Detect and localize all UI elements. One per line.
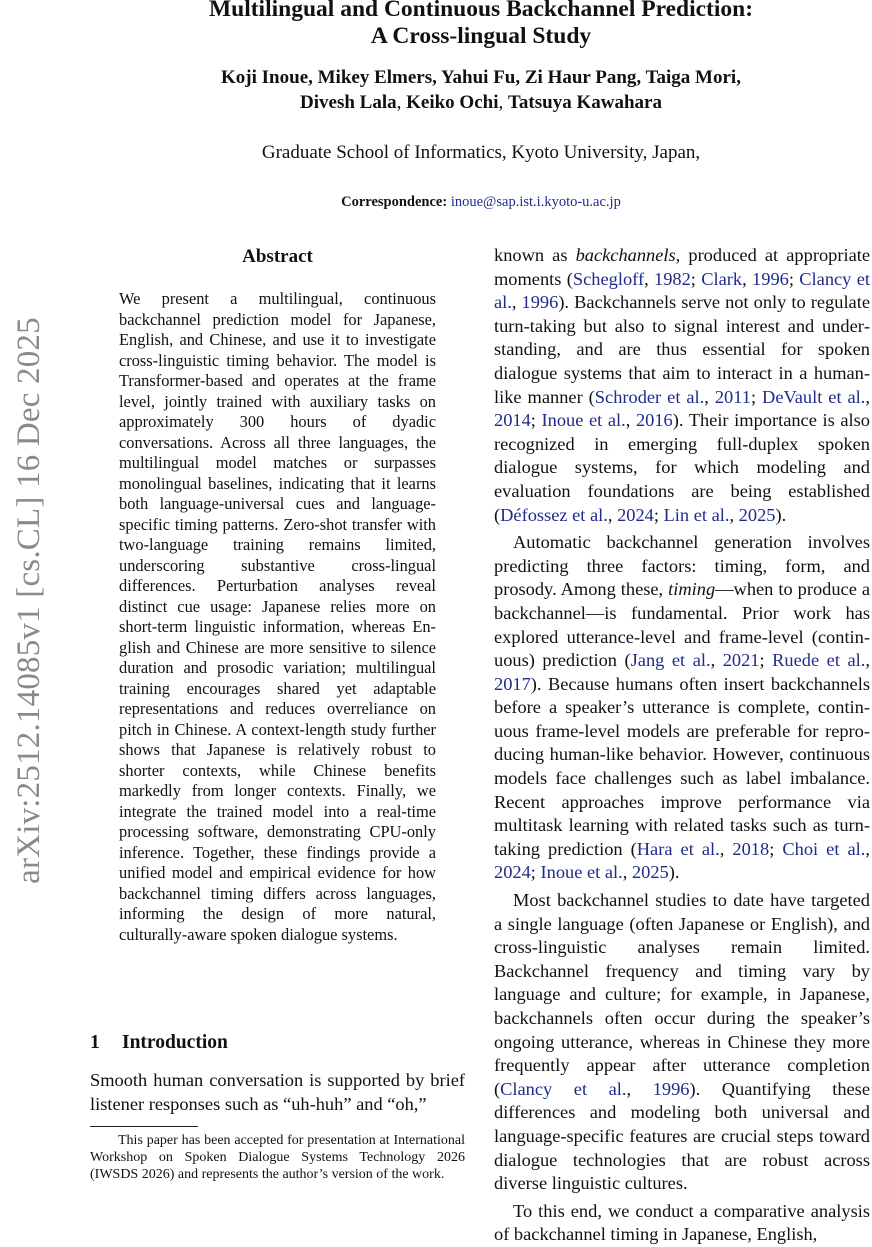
text: known as xyxy=(494,245,576,265)
citation-year-link[interactable]: 1996 xyxy=(752,268,789,289)
text: ). Backchannels serve not only to regulate turn-taking but also to signal interest and understanding, and are thus essential for spoken dialogue systems that aim to interact in a human-like manner ( xyxy=(494,292,870,407)
citation-link[interactable]: Inoue et al. xyxy=(541,410,626,431)
text: ). xyxy=(775,504,787,525)
text: , xyxy=(625,410,636,431)
text: ; xyxy=(690,268,702,289)
text: , xyxy=(742,268,753,289)
text: ; xyxy=(530,862,541,883)
text: Automatic backchannel generation involves predicting three factors: timing, form, and prosody. Among these, xyxy=(494,532,870,600)
section-title: Introduction xyxy=(122,1032,228,1053)
text: ; xyxy=(759,650,773,671)
correspondence-email-link[interactable]: inoue@sap.ist.i.kyoto-u.ac.jp xyxy=(450,194,621,210)
correspondence xyxy=(90,193,872,211)
paragraph-automatic-generation xyxy=(494,531,870,885)
citation-link[interactable]: Jang et al. xyxy=(630,650,711,671)
citation-link[interactable]: Clancy et al. xyxy=(500,1078,627,1099)
text: ; xyxy=(653,504,664,525)
text: ; xyxy=(530,410,542,431)
paper-title-line-1: Multilingual and Continuous Backchannel Prediction: xyxy=(208,0,754,22)
citation-year-link[interactable]: 1996 xyxy=(652,1078,690,1099)
text: ; xyxy=(788,268,800,289)
text: , xyxy=(704,386,715,407)
text: ). xyxy=(668,862,680,883)
citation-year-link[interactable]: 2024 xyxy=(494,862,531,883)
footnote-divider xyxy=(90,1126,198,1127)
text: , xyxy=(511,292,522,313)
section-number: 1 xyxy=(90,1032,100,1053)
citation-link[interactable]: Hara et al. xyxy=(636,838,720,859)
text: , produced at appropriate moments ( xyxy=(494,245,870,289)
author-list xyxy=(90,65,872,115)
abstract-section xyxy=(119,245,436,945)
citation-link[interactable]: Schegloff xyxy=(572,268,645,289)
author-separator: , xyxy=(396,92,407,113)
citation-link[interactable]: Clancy et al. xyxy=(494,268,870,313)
text: , xyxy=(865,838,870,859)
paper-title-line-2: A Cross-lingual Study xyxy=(370,23,592,49)
paper-title xyxy=(90,0,872,50)
emphasis-text: timing xyxy=(668,579,716,600)
abstract-heading: Abstract xyxy=(242,246,313,267)
citation-link[interactable]: Lin et al. xyxy=(663,504,730,525)
author-list-line-1: Koji Inoue, Mikey Elmers, Yahui Fu, Zi Haur Pang, Taiga Mori, xyxy=(221,67,741,88)
introduction-section xyxy=(90,1030,465,1184)
citation-link[interactable]: Schroder et al. xyxy=(594,386,705,407)
text: , xyxy=(622,862,632,883)
citation-year-link[interactable]: 2016 xyxy=(635,410,673,431)
right-column-body xyxy=(494,244,870,1247)
text: —when to produce a backchannel—is fundamental. Prior work has explored utterance-level and frame-level (continuous) prediction ( xyxy=(494,579,871,671)
text: , xyxy=(644,268,655,289)
introduction-paragraph: Smooth human conversation is supported by brief listener responses such as “uh-huh” and “oh,” xyxy=(90,1070,465,1114)
citation-year-link[interactable]: 1996 xyxy=(521,292,559,313)
citation-link[interactable]: Ruede et al. xyxy=(772,650,866,671)
author-separator: , xyxy=(498,92,508,113)
author-name: Divesh Lala xyxy=(300,92,397,113)
citation-year-link[interactable]: 2011 xyxy=(714,386,751,407)
text: , xyxy=(729,504,739,525)
citation-year-link[interactable]: 2017 xyxy=(494,673,531,694)
paragraph-cross-linguistic xyxy=(494,889,870,1196)
citation-year-link[interactable]: 2021 xyxy=(722,650,760,671)
author-name: Keiko Ochi xyxy=(406,92,499,113)
text: Most backchannel studies to date have targeted a single language (often Japanese or English), and cross-linguistic analyses remain limited. Backchannel frequency and timing vary by language and culture; for example, in Japanese, backchannels often occur during the speaker’s ongoing utterance, whereas in Chinese they more frequently appear after utterance completion ( xyxy=(494,890,870,1099)
text: , xyxy=(719,838,733,859)
arxiv-identifier-stamp xyxy=(4,290,54,910)
text: , xyxy=(865,386,870,407)
citation-link[interactable]: DeVault et al. xyxy=(762,386,866,407)
citation-link[interactable]: Choi et al. xyxy=(782,838,866,859)
text: ; xyxy=(769,838,783,859)
text: To this end, we conduct a comparative analysis of backchannel timing in Japanese, English, xyxy=(494,1200,870,1245)
emphasis-text: backchannels xyxy=(575,245,676,265)
citation-year-link[interactable]: 2024 xyxy=(617,504,654,525)
text: , xyxy=(710,650,723,671)
citation-link[interactable]: Défossez et al. xyxy=(500,504,608,525)
author-list-line-2 xyxy=(90,90,872,115)
section-heading-introduction xyxy=(90,1030,465,1056)
paragraph-to-this-end xyxy=(494,1200,870,1247)
text: ; xyxy=(750,386,763,407)
author-name: Tatsuya Kawahara xyxy=(508,92,662,113)
citation-year-link[interactable]: 2014 xyxy=(494,410,531,431)
citation-year-link[interactable]: 2025 xyxy=(631,862,669,883)
text: , xyxy=(865,650,870,671)
correspondence-label: Correspondence: xyxy=(341,194,448,210)
abstract-body: We present a multilingual, continuous backchannel prediction model for Japanese, English, and Chinese, and use it to investigate cross-linguistic timing behavior. The model is Transformer-based and operates at the frame level, jointly trained with auxiliary tasks on approximately 300 hours of dyadic conversations. Across all three languages, the multilingual model matches or surpasses monolingual baselines, indicating that it learns both language-universal cues and language-specific timing patterns. Zero-shot transfer with two-language training remains limited, underscoring substantive cross-lingual differences. Perturbation analyses reveal distinct cue usage: Japanese relies more on short-term linguistic information, whereas English and Chinese are more sensitive to silence duration and prosodic variation; multilingual training encourages shared yet adaptable representations and reduces overreliance on pitch in Chinese. A context-length study further shows that Japanese is relatively robust to shorter contexts, while Chinese benefits markedly from longer contexts. Finally, we integrate the trained model into a real-time processing software, demonstrating CPU-only inference. Together, these findings provide a unified model and empirical evidence for how backchannel timing differs across languages, informing the design of more natural, culturally-aware spoken dialogue systems. xyxy=(119,289,436,944)
paragraph-backchannels-definition xyxy=(494,244,870,527)
text: , xyxy=(626,1078,653,1099)
text: ). Their importance is also recognized in emerging full-duplex spoken dialogue systems, for which modeling and evaluation foundations are being established ( xyxy=(494,410,870,525)
affiliation: Graduate School of Informatics, Kyoto University, Japan, xyxy=(261,142,701,163)
citation-link[interactable]: Clark xyxy=(701,268,743,289)
arxiv-identifier-text: arXiv:2512.14085v1 [cs.CL] 16 Dec 2025 xyxy=(10,316,47,884)
citation-link[interactable]: Inoue et al. xyxy=(540,862,623,883)
text: , xyxy=(607,504,618,525)
footnote: This paper has been accepted for presentation at International Workshop on Spoken Dialogue Systems Technology 2026 (IWSDS 2026) and represents the author’s version of the work. xyxy=(90,1133,465,1183)
text: ). Quantifying these differences and modeling both universal and language-specific features are crucial steps toward dialogue technologies that are robust across diverse linguistic cultures. xyxy=(494,1078,870,1194)
citation-year-link[interactable]: 2018 xyxy=(732,838,770,859)
citation-year-link[interactable]: 2025 xyxy=(738,504,776,525)
text: ). Because humans often insert backchannels before a speaker’s utterance is complete, continuous frame-level models are preferable for reproducing human-like behavior. However, continuous models face challenges such as label imbalance. Recent approaches improve performance via multitask learning with related tasks such as turn-taking prediction ( xyxy=(494,673,870,859)
citation-year-link[interactable]: 1982 xyxy=(654,268,691,289)
